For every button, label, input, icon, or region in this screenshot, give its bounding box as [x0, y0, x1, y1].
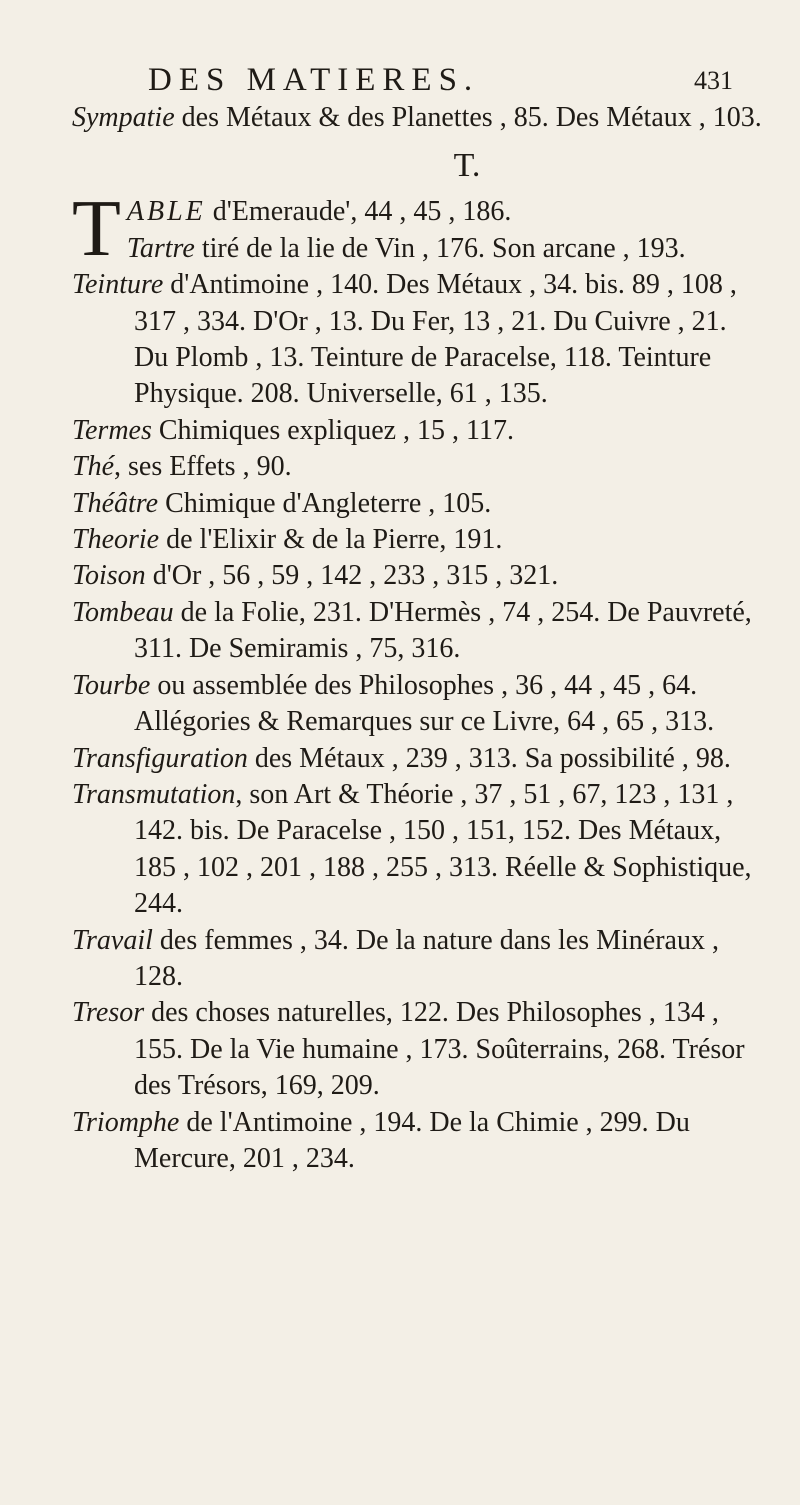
entry-term: Théâtre: [72, 487, 159, 519]
index-entry: [72, 267, 762, 413]
index-entry: [72, 741, 762, 777]
entry-term: ABLE: [126, 196, 206, 228]
entry-text: tiré de la lie de Vin , 176. Son arcane , 193.: [194, 232, 686, 264]
index-entry: [72, 413, 762, 449]
entry-text: de l'Antimoine , 194. De la Chimie , 299. Du Mercure, 201 , 234.: [134, 1106, 690, 1174]
entry-text: , son Art & Théorie , 37 , 51 , 67, 123 , 131 , 142. bis. De Paracelse , 150 , 151, 152. Des Métaux, 185 , 102 , 201 , 188 , 255 , 313. Réelle & Sophistique, 244.: [134, 778, 752, 920]
entry-term: Transfiguration: [72, 742, 248, 774]
entry-term: Tartre: [126, 232, 195, 264]
entry-text: des choses naturelles, 122. Des Philosophes , 134 , 155. De la Vie humaine , 173. Soûterrains, 268. Trésor des Trésors, 169, 209.: [134, 997, 745, 1102]
entry-text: Chimiques expliquez , 15 , 117.: [151, 414, 515, 446]
index-entry: [72, 923, 762, 996]
entry-text: d'Or , 56 , 59 , 142 , 233 , 315 , 321.: [145, 560, 559, 592]
entry-term: Triomphe: [72, 1106, 180, 1138]
entry-term: Tombeau: [72, 596, 174, 628]
entry-text: des Métaux , 239 , 313. Sa possibilité , 98.: [247, 742, 731, 774]
index-entry: [72, 558, 762, 594]
index-entries: [72, 100, 762, 1177]
index-entry: [72, 777, 762, 923]
entry-term: Tourbe: [72, 669, 151, 701]
index-entry: [72, 100, 762, 136]
index-entry-table: [72, 185, 762, 274]
page-number: 431: [694, 66, 733, 95]
index-entry: [72, 995, 762, 1104]
entry-text: des Métaux & des Planettes , 85. Des Métaux , 103.: [174, 102, 762, 133]
entry-text: d'Antimoine , 140. Des Métaux , 34. bis. 89 , 108 , 317 , 334. D'Or , 13. Du Fer, 13 , 21. Du Cuivre , 21. Du Plomb , 13. Teinture de Paracelse, 118. Teinture Physique. 208. Universelle, 61 , 135.: [134, 269, 737, 410]
index-entry: [72, 595, 762, 668]
entry-term: Teinture: [72, 269, 164, 301]
running-head: DES MATIERES.: [148, 62, 480, 98]
section-letter: T.: [453, 147, 481, 185]
entry-term: Sympatie: [72, 102, 175, 133]
index-entry: [72, 1105, 762, 1178]
index-entry: [72, 486, 762, 522]
index-entry: [72, 449, 762, 485]
entry-text: de la Folie, 231. D'Hermès , 74 , 254. De Pauvreté, 311. De Semiramis , 75, 316.: [134, 596, 752, 665]
entry-term: Transmutation: [72, 778, 236, 810]
entry-term: Termes: [72, 414, 152, 446]
entry-term: Travail: [72, 924, 153, 956]
entry-text: des femmes , 34. De la nature dans les Minéraux , 128.: [134, 924, 719, 992]
entry-term: Toison: [72, 560, 146, 592]
entry-text: d'Emeraude', 44 , 45 , 186.: [205, 196, 512, 228]
drop-cap: T: [72, 185, 121, 274]
entry-term: Tresor: [72, 997, 145, 1029]
entry-term: Theorie: [72, 524, 160, 556]
index-entry: [72, 522, 762, 558]
index-entry: [72, 668, 762, 741]
entry-text: de l'Elixir & de la Pierre, 191.: [159, 524, 503, 556]
entry-text: Chimique d'Angleterre , 105.: [158, 487, 492, 519]
entry-term: Thé: [72, 451, 114, 483]
entry-text: ou assemblée des Philosophes , 36 , 44 , 45 , 64. Allégories & Remarques sur ce Livre, 64 , 65 , 313.: [134, 669, 715, 738]
entry-text: , ses Effets , 90.: [114, 451, 292, 483]
